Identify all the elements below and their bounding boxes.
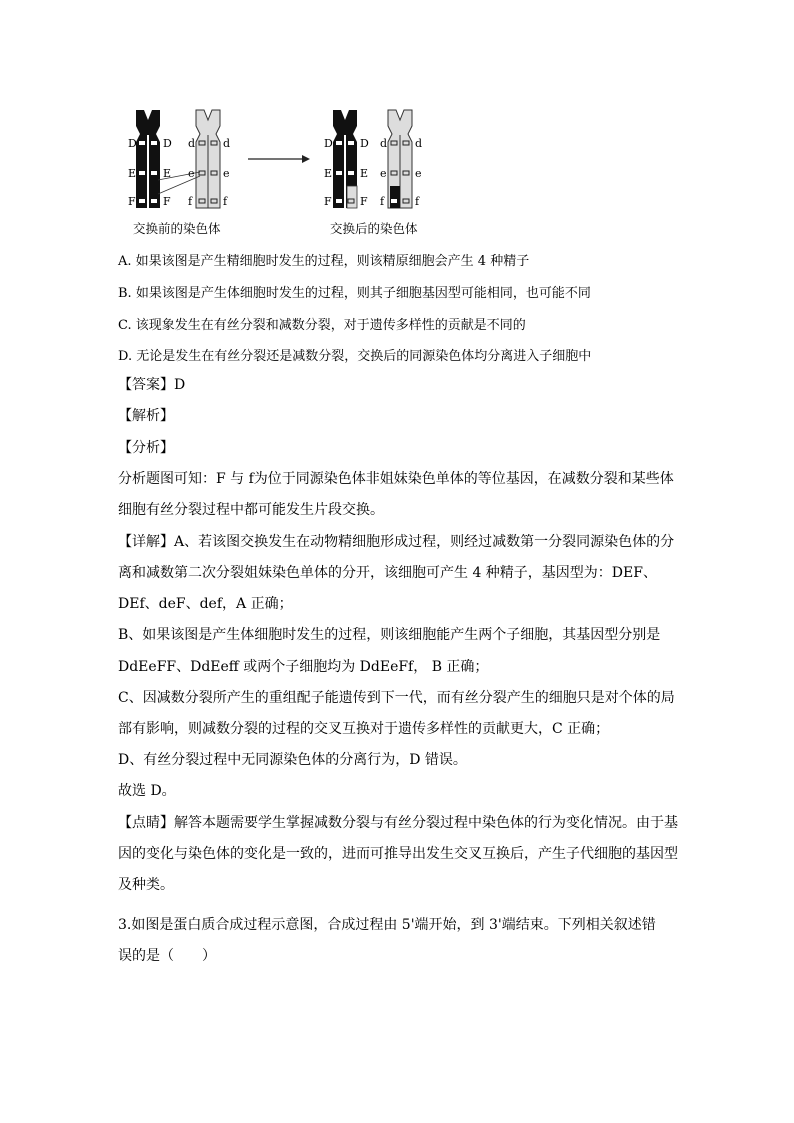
- svg-text:d: d: [188, 137, 196, 150]
- detail-line-9: 故选 D。: [118, 783, 176, 799]
- svg-text:D: D: [128, 137, 137, 150]
- svg-text:f: f: [380, 195, 385, 208]
- fenxi-line-2: 细胞有丝分裂过程中都可能发生片段交换。: [118, 502, 384, 518]
- question-3-line-2: 误的是（ ）: [118, 948, 216, 964]
- svg-text:E: E: [360, 167, 369, 180]
- svg-text:D: D: [360, 137, 369, 150]
- dianjing-line-3: 及种类。: [118, 877, 174, 893]
- svg-text:e: e: [380, 167, 387, 180]
- svg-text:e: e: [223, 167, 230, 180]
- detail-line-2: 离和减数第二次分裂姐妹染色单体的分开，该细胞可产生 4 种精子，基因型为：DEF、: [118, 565, 657, 581]
- svg-text:D: D: [163, 137, 172, 150]
- option-b: B. 如果该图是产生体细胞时发生的过程，则其子细胞基因型可能相同，也可能不同: [118, 286, 591, 301]
- svg-text:D: D: [324, 137, 333, 150]
- detail-line-6: C、因减数分裂所产生的重组配子能遗传到下一代，而有丝分裂产生的细胞只是对个体的局: [118, 690, 675, 706]
- svg-text:e: e: [415, 167, 422, 180]
- caption-before: 交换前的染色体: [133, 221, 221, 236]
- detail-line-3: DEf、deF、def，A 正确；: [118, 596, 293, 612]
- chromosome-pair-before: [128, 110, 230, 208]
- svg-text:f: f: [188, 195, 193, 208]
- dianjing-line-1: 【点睛】解答本题需要学生掌握减数分裂与有丝分裂过程中染色体的行为变化情况。由于基: [118, 815, 678, 831]
- svg-text:F: F: [360, 195, 368, 208]
- svg-text:e: e: [188, 167, 195, 180]
- question-3-line-1: 3.如图是蛋白质合成过程示意图，合成过程由 5'端开始，到 3'端结束。下列相关叙述错: [118, 917, 656, 933]
- detail-line-1: 【详解】A、若该图交换发生在动物精细胞形成过程，则经过减数第一分裂同源染色体的分: [118, 534, 675, 550]
- svg-text:F: F: [128, 195, 136, 208]
- fenxi-line-1: 分析题图可知：F 与 f为位于同源染色体非姐妹染色单体的等位基因，在减数分裂和某些体: [118, 471, 674, 487]
- svg-text:E: E: [128, 167, 137, 180]
- option-a: A. 如果该图是产生精细胞时发生的过程，则该精原细胞会产生 4 种精子: [118, 254, 530, 269]
- detail-line-8: D、有丝分裂过程中无同源染色体的分离行为，D 错误。: [118, 752, 467, 768]
- detail-line-5: DdEeFF、DdEeff 或两个子细胞均为 DdEeFf， B 正确；: [118, 659, 489, 675]
- svg-text:d: d: [223, 137, 231, 150]
- chromosome-pair-after: [324, 110, 422, 208]
- svg-text:F: F: [324, 195, 332, 208]
- svg-text:f: f: [415, 195, 420, 208]
- fenxi-heading: 【分析】: [118, 440, 174, 456]
- svg-text:d: d: [415, 137, 423, 150]
- answer: 【答案】D: [118, 377, 186, 393]
- svg-text:E: E: [163, 167, 172, 180]
- svg-text:F: F: [163, 195, 171, 208]
- detail-line-7: 部有影响，则减数分裂的过程的交叉互换对于遗传多样性的贡献更大，C 正确；: [118, 721, 610, 737]
- caption-after: 交换后的染色体: [330, 221, 418, 236]
- detail-line-4: B、如果该图是产生体细胞时发生的过程，则该细胞能产生两个子细胞，其基因型分别是: [118, 627, 661, 643]
- option-c: C. 该现象发生在有丝分裂和减数分裂，对于遗传多样性的贡献是不同的: [118, 318, 526, 333]
- option-d: D. 无论是发生在有丝分裂还是减数分裂，交换后的同源染色体均分离进入子细胞中: [118, 349, 592, 364]
- svg-text:d: d: [380, 137, 388, 150]
- chromosome-diagram: [0, 0, 794, 240]
- analysis-heading: 【解析】: [118, 408, 174, 424]
- svg-text:E: E: [324, 167, 333, 180]
- dianjing-line-2: 因的变化与染色体的变化是一致的，进而可推导出发生交叉互换后，产生子代细胞的基因型: [118, 846, 678, 862]
- svg-text:f: f: [223, 195, 228, 208]
